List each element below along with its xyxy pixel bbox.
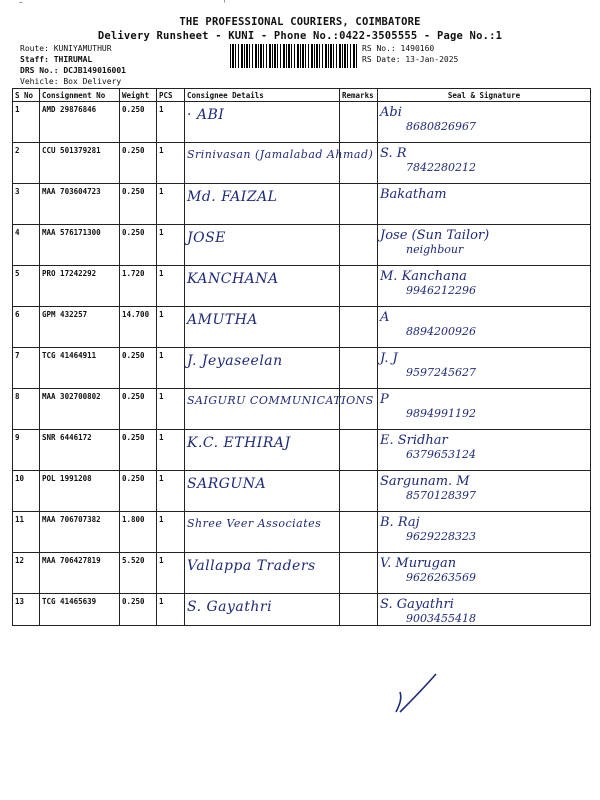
table-header-row: [13, 89, 591, 102]
cell-consignee: [185, 553, 340, 594]
cell-consignee: [185, 184, 340, 225]
barcode-image: [230, 44, 358, 68]
cell-sno: 5: [13, 266, 40, 307]
signature-phone: 9003455418: [406, 612, 476, 625]
runsheet-table: [12, 88, 591, 626]
signature-handwriting: [380, 515, 588, 543]
pen-stroke-mark: [392, 668, 442, 716]
cell-weight: 5.520: [120, 553, 157, 594]
consignee-handwriting: AMUTHA: [187, 312, 258, 328]
consignee-handwriting: · ABI: [187, 107, 225, 123]
cell-pcs: 1: [157, 266, 185, 307]
col-header-weight: Weight: [120, 89, 157, 102]
col-header-signature: Seal & Signature: [378, 89, 591, 102]
cell-remarks: [340, 225, 378, 266]
rs-number: RS No.: 1490160: [362, 44, 435, 53]
cell-signature: [378, 553, 591, 594]
runsheet-subtitle: Delivery Runsheet - KUNI - Phone No.:0422-3505555 - Page No.:1: [97, 30, 503, 42]
cell-remarks: [340, 471, 378, 512]
table-row: [13, 266, 591, 307]
consignee-handwriting: KANCHANA: [187, 271, 279, 287]
signature-handwriting: [380, 269, 588, 297]
consignee-handwriting: Vallappa Traders: [187, 558, 316, 574]
signature-name: S. R: [380, 146, 407, 161]
cell-signature: [378, 348, 591, 389]
cell-consignment: SNR 6446172: [40, 430, 120, 471]
rs-date: RS Date: 13-Jan-2025: [362, 55, 459, 64]
col-header-sno: S No: [13, 89, 40, 102]
vehicle-label: Vehicle: Box Delivery: [20, 77, 122, 86]
signature-name: P: [380, 392, 389, 407]
cell-remarks: [340, 430, 378, 471]
table-row: [13, 553, 591, 594]
signature-name: A: [380, 310, 390, 325]
cell-signature: [378, 471, 591, 512]
signature-handwriting: [380, 146, 588, 174]
cell-weight: 0.250: [120, 225, 157, 266]
cell-sno: 13: [13, 594, 40, 626]
cell-consignee: [185, 348, 340, 389]
cell-pcs: 1: [157, 471, 185, 512]
consignee-handwriting: JOSE: [187, 230, 226, 246]
cell-consignment: CCU 501379281: [40, 143, 120, 184]
signature-phone: 9629228323: [406, 530, 476, 543]
cell-weight: 0.250: [120, 348, 157, 389]
cell-weight: 0.250: [120, 471, 157, 512]
runsheet-title: THE PROFESSIONAL COURIERS, COIMBATORE: [179, 16, 421, 28]
cell-consignment: AMD 29876846: [40, 102, 120, 143]
table-row: [13, 430, 591, 471]
cell-consignee: [185, 225, 340, 266]
cell-consignee: [185, 430, 340, 471]
consignee-handwriting: Md. FAIZAL: [187, 189, 278, 205]
cell-consignment: MAA 706427819: [40, 553, 120, 594]
cell-sno: 6: [13, 307, 40, 348]
cell-sno: 10: [13, 471, 40, 512]
signature-handwriting: [380, 351, 588, 379]
route-label: Route: KUNIYAMUTHUR: [20, 44, 112, 53]
cell-pcs: 1: [157, 512, 185, 553]
table-row: [13, 184, 591, 225]
cell-pcs: 1: [157, 307, 185, 348]
signature-handwriting: [380, 433, 588, 461]
cell-signature: [378, 307, 591, 348]
signature-name: S. Gayathri: [380, 597, 454, 612]
signature-handwriting: [380, 310, 588, 338]
consignee-handwriting: SARGUNA: [187, 476, 267, 492]
cell-consignment: PRO 17242292: [40, 266, 120, 307]
cell-signature: [378, 102, 591, 143]
cell-signature: [378, 594, 591, 626]
cell-signature: [378, 143, 591, 184]
signature-handwriting: [380, 392, 588, 420]
cell-sno: 3: [13, 184, 40, 225]
cell-pcs: 1: [157, 389, 185, 430]
cell-consignment: MAA 302700802: [40, 389, 120, 430]
cell-consignment: MAA 706707382: [40, 512, 120, 553]
cell-consignment: TCG 41464911: [40, 348, 120, 389]
col-header-pcs: PCS: [157, 89, 185, 102]
cell-signature: [378, 430, 591, 471]
table-row: [13, 594, 591, 626]
signature-handwriting: [380, 105, 588, 133]
signature-name: Jose (Sun Tailor): [380, 228, 490, 243]
consignee-handwriting: J. Jeyaseelan: [187, 353, 283, 369]
consignee-handwriting: Srinivasan (Jamalabad Ahmad): [187, 148, 374, 161]
table-row: [13, 307, 591, 348]
signature-phone: 9597245627: [406, 366, 476, 379]
cell-remarks: [340, 184, 378, 225]
table-row: [13, 389, 591, 430]
signature-phone: 9894991192: [406, 407, 476, 420]
table-row: [13, 348, 591, 389]
table-row: [13, 225, 591, 266]
cell-consignee: [185, 471, 340, 512]
cell-sno: 1: [13, 102, 40, 143]
cell-remarks: [340, 307, 378, 348]
col-header-consignment: Consignment No: [40, 89, 120, 102]
cell-pcs: 1: [157, 348, 185, 389]
cell-remarks: [340, 512, 378, 553]
signature-phone: 8570128397: [406, 489, 476, 502]
cell-sno: 11: [13, 512, 40, 553]
cell-pcs: 1: [157, 143, 185, 184]
cell-consignment: GPM 432257: [40, 307, 120, 348]
signature-name: E. Sridhar: [380, 433, 448, 448]
col-header-consignee: Consignee Details: [185, 89, 340, 102]
signature-handwriting: [380, 228, 588, 256]
cell-weight: 1.800: [120, 512, 157, 553]
cell-remarks: [340, 266, 378, 307]
signature-phone: 7842280212: [406, 161, 476, 174]
signature-name: V. Murugan: [380, 556, 457, 571]
signature-phone: 6379653124: [406, 448, 476, 461]
consignee-handwriting: S. Gayathri: [187, 599, 273, 615]
signature-handwriting: [380, 474, 588, 502]
signature-name: Bakatham: [380, 187, 447, 202]
signature-phone: 9626263569: [406, 571, 476, 584]
cell-pcs: 1: [157, 594, 185, 626]
table-row: [13, 102, 591, 143]
table-row: [13, 512, 591, 553]
cell-consignee: [185, 143, 374, 184]
cell-consignee: [185, 307, 340, 348]
cell-remarks: [340, 553, 378, 594]
cell-sno: 7: [13, 348, 40, 389]
signature-phone: 8680826967: [406, 120, 476, 133]
cell-weight: 14.700: [120, 307, 157, 348]
cell-sno: 9: [13, 430, 40, 471]
consignee-handwriting: K.C. ETHIRAJ: [187, 435, 291, 451]
cell-pcs: 1: [157, 430, 185, 471]
signature-name: Sargunam. M: [380, 474, 470, 489]
consignee-handwriting: Shree Veer Associates: [187, 517, 322, 530]
cell-signature: [378, 512, 591, 553]
cell-weight: 0.250: [120, 594, 157, 626]
scan-mark: ˘: [18, 2, 24, 12]
signature-handwriting: [380, 597, 588, 625]
cell-weight: 1.720: [120, 266, 157, 307]
scan-mark: ˈ: [222, 0, 228, 10]
col-header-remarks: Remarks: [340, 89, 378, 102]
cell-pcs: 1: [157, 225, 185, 266]
cell-sno: 12: [13, 553, 40, 594]
staff-label: Staff: THIRUMAL: [20, 55, 93, 64]
cell-pcs: 1: [157, 184, 185, 225]
signature-name: B. Raj: [380, 515, 420, 530]
signature-handwriting: [380, 556, 588, 584]
cell-weight: 0.250: [120, 184, 157, 225]
cell-consignee: [185, 266, 340, 307]
cell-signature: [378, 389, 591, 430]
cell-weight: 0.250: [120, 143, 157, 184]
cell-weight: 0.250: [120, 389, 157, 430]
cell-consignment: MAA 576171300: [40, 225, 120, 266]
consignee-handwriting: SAIGURU COMMUNICATIONS: [187, 394, 374, 407]
signature-phone: neighbour: [406, 243, 464, 256]
drs-number: DRS No.: DCJB149016001: [20, 66, 126, 75]
cell-pcs: 1: [157, 553, 185, 594]
cell-consignment: POL 1991208: [40, 471, 120, 512]
cell-signature: [378, 266, 591, 307]
cell-sno: 2: [13, 143, 40, 184]
cell-consignee: [185, 102, 340, 143]
signature-name: M. Kanchana: [380, 269, 467, 284]
cell-weight: 0.250: [120, 430, 157, 471]
signature-name: J. J: [380, 351, 398, 366]
cell-remarks: [340, 348, 378, 389]
cell-sno: 8: [13, 389, 40, 430]
cell-pcs: 1: [157, 102, 185, 143]
cell-sno: 4: [13, 225, 40, 266]
signature-name: Abi: [380, 105, 402, 120]
cell-signature: [378, 184, 591, 225]
signature-phone: 9946212296: [406, 284, 476, 297]
cell-consignment: MAA 703604723: [40, 184, 120, 225]
cell-remarks: [340, 594, 378, 626]
signature-handwriting: [380, 187, 588, 215]
cell-weight: 0.250: [120, 102, 157, 143]
cell-consignee: [185, 389, 374, 430]
table-row: [13, 143, 591, 184]
table-row: [13, 471, 591, 512]
cell-remarks: [340, 102, 378, 143]
cell-consignee: [185, 512, 340, 553]
cell-consignee: [185, 594, 340, 626]
signature-phone: 8894200926: [406, 325, 476, 338]
cell-signature: [378, 225, 591, 266]
cell-consignment: TCG 41465639: [40, 594, 120, 626]
